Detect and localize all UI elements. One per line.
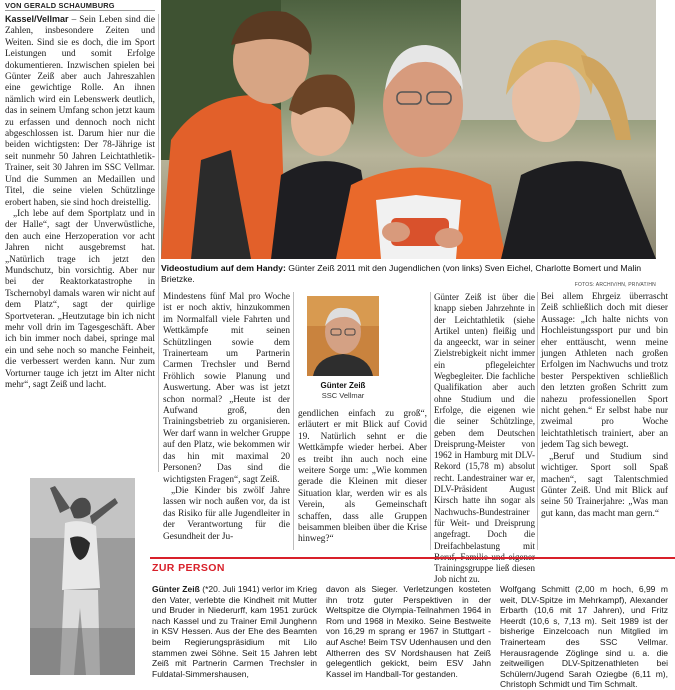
portrait-photo xyxy=(307,296,379,376)
article-column-5 xyxy=(541,292,668,552)
zur-person-name: Günter Zeiß xyxy=(152,584,200,594)
portrait-role: SSC Vellmar xyxy=(321,391,365,400)
zur-person-column-2 xyxy=(326,584,491,679)
article-column-2 xyxy=(163,292,290,552)
caption-text: Günter Zeiß 2011 mit den Jugendlichen (von links) Sven Eichel, Charlotte Bomert und Malin Brietzke. xyxy=(161,263,642,284)
article-paragraph: – Sein Leben sind die Zahlen, insbesondere Zeiten und Weiten. Sind sie es doch, die im Sport Leistungen und somit Erfolge dokumentieren. Inzwischen spielen bei Günter Zeiß aber auch Jahreszahlen eine gewichtige Rolle. An ihnen nämlich wird ein Lebenswerk deutlich, das in seinem Umfang schon jetzt kaum zu erfassen und dennoch noch nicht abgeschlossen ist. Darum hier nur die beiden wichtigsten: Der 78-Jährige ist seit nunmehr 50 Jahren Leichtathletik-Trainer, seit 30 Jahren im SSC Vellmar. Und die Summen an Medaillen und Titel, die seine vielen Schützlinge erobert haben, sie sind hoch dreistellig. xyxy=(5,15,156,208)
portrait-name: Günter Zeiß xyxy=(320,381,366,390)
article-paragraph: Mindestens fünf Mal pro Woche ist er noch aktiv, hinzukommen im Normalfall viele Fahrten und Wettkämpfe mit seinen Schützlingen sowie dem Trainerteam um Partnerin Carmen Trechsler und Bernd Fröhlich sowie Planung und Auswertung. Aber was ist jetzt schon normal? „Heute ist der Aufwand groß, den Trainingsbetrieb zu organisieren. Wer darf wann in welcher Gruppe auf den Platz, wie bekommen wir das hin mit maximal 20 Personen? Das sind die wichtigsten Fragen“, sagt Zeiß. xyxy=(163,292,290,485)
zur-person-column-1 xyxy=(152,584,317,679)
dateline: Kassel/Vellmar xyxy=(5,14,69,24)
zur-person-heading: ZUR PERSON xyxy=(152,562,225,574)
article-column-3 xyxy=(298,409,427,551)
athlete-photo xyxy=(30,478,135,675)
article-paragraph: Bei allem Ehrgeiz überrascht Zeiß schließlich doch mit dieser Aussage: „Ich halte nichts von Hochleistungssport pur und bin eher enttäuscht, wenn meine jungen Athleten nach großen Erfolgen im Nachwuchs und trotz bester Perspektiven schließlich den letzten großen Schritt zum nahezu professionellen Sport nicht gehen.“ Er selbst habe nur zweimal pro Woche leichtathletisch trainiert, aber an jedem Tag sich bewegt. xyxy=(541,292,668,451)
column-divider xyxy=(537,292,538,550)
article-paragraph: gendlichen einfach zu groß“, erläutert er mit Blick auf Covid 19. Natürlich sehnt er die Wettkämpfe wieder herbei. Aber es treibt ihn auch noch eine weitere Sorge um: „Wie kommen gerade die Kleinen mit dieser Situation klar, werden wir es als Verein, als Gemeinschaft schaffen, dass alle Gruppen beisammen bleiben über die Krise hinweg?“ xyxy=(298,409,427,545)
caption-lead: Videostudium auf dem Handy: xyxy=(161,263,286,273)
zur-person-text: (*20. Juli 1941) verlor im Krieg den Vater, verlebte die Kindheit mit Mutter und Bruder in Niederurff, kam 1951 zurück nach Kassel und zu Trainer Emil Junghenn in KSV Hessen. Aus der Ehe des Beamten beim Regierungspräsidium mit Lilo stammen zwei Söhne. Seit 15 Jahren lebt Zeiß mit Partnerin Carmen Trechsler in Fuldatal-Simmershausen, xyxy=(152,584,317,679)
zur-person-text: Wolfgang Schmitt (2,00 m hoch, 6,99 m weit, DLV-Spitze im Mehrkampf), Alexander Erbarth (10,6 mit 17 Jahren), und Fritz Heerdt (10,6 s, 7,13 m). Seit 1989 ist der bisherige Einzelcoach nun Mitglied im Trainerteam des SSC Vellmar. Herausragende Zöglinge sind u. a. die zeitweiligen DLV-Spitzenathleten bei Schülern/Jugend Sarah Oziegbe (6,11 m), Christoph Schmidt und Tim Schmalt. xyxy=(500,584,668,690)
photo-credit: FOTOS: ARCHIV/HN, PRIVAT/HN xyxy=(574,282,656,288)
article-column-4 xyxy=(434,292,535,585)
zur-person-text: davon als Sieger. Verletzungen kosteten ihn trotz guter Perspektiven in der Weltspitze die Olympia-Teilnahmen 1964 in Rom und 1968 in Mexiko. Seine Bestweite von 16,29 m sprang er 1967 in Stuttgart - auf Asche! Beim TSV Udenhausen und den Altherren des SV Nordshausen hat Zeiß gelegentlich gekickt, beim ESV Jahn Kassel im Handball-Tor gestanden. xyxy=(326,584,491,679)
article-paragraph: „Beruf und Studium sind wichtiger. Sport soll Spaß machen“, sagt Talentschmied Günter Zeiß. Und mit Blick auf seine 50 Trainerjahre: „Was man gut kann, das macht man gern.“ xyxy=(541,451,668,519)
article-paragraph: Günter Zeiß ist über die knapp sieben Jahrzehnte in der Leichtathletik (siehe Artikel unten) fleißig und da angeeckt, war in seiner Zielstrebigkeit nicht immer ein pflegeleichter Wegbegleiter. Die fachliche Qualifikation aber auch ohne Studium und die Erfolge, die eigenen wie die seiner Schützlinge, geben dem Deutschen Dreisprung-Meister von 1962 in Hamburg mit DLV-Rekord (15,78 m) absolut recht. Landestrainer war er, DLV-Präsident August Kirsch hatte ihn sogar als Nachwuchs-Bundestrainer für Weit- und Dreisprung angefragt. Doch die Dreifachbelastung mit Trainingsgruppe ließ diesen Job nicht zu. xyxy=(434,292,535,585)
zur-person-rule xyxy=(150,557,675,559)
column-divider xyxy=(293,292,294,550)
column-divider xyxy=(158,14,159,472)
zur-person-column-3 xyxy=(500,584,668,690)
article-column-1 xyxy=(5,14,155,472)
column-divider xyxy=(430,292,431,550)
article-paragraph: „Die Kinder bis zwölf Jahre lassen wir noch außen vor, da ist das Risiko für alle Jugendleiter in der Verantwortung für die Gesundheit der Ju- xyxy=(163,485,290,542)
byline: VON GERALD SCHAUMBURG xyxy=(5,1,115,10)
main-photo xyxy=(161,0,656,259)
byline-rule xyxy=(5,10,155,11)
article-paragraph: „Ich lebe auf dem Sportplatz und in der Halle“, sagt der Unverwüstliche, den auch eine Herzoperation vor acht Jahren nicht ausgebremst hat. „Natürlich trage ich jetzt den Mundschutz, bin vorsichtig. Aber nur bei der Reaktorkatastrophe in Tschernobyl damals waren wir nicht auf dem Platz“, sagt der quirlige Sportveteran. „Heutzutage bin ich nicht mehr voll drin im Tagesgeschäft. Aber ich bin immer noch dabei, springe mal ein und sehe noch so manche Feinheit, die verbessert werden kann. Nur zum Vorturner tauge ich jetzt im Alter nicht mehr“, sagt Zeiß und lacht. xyxy=(5,208,155,390)
